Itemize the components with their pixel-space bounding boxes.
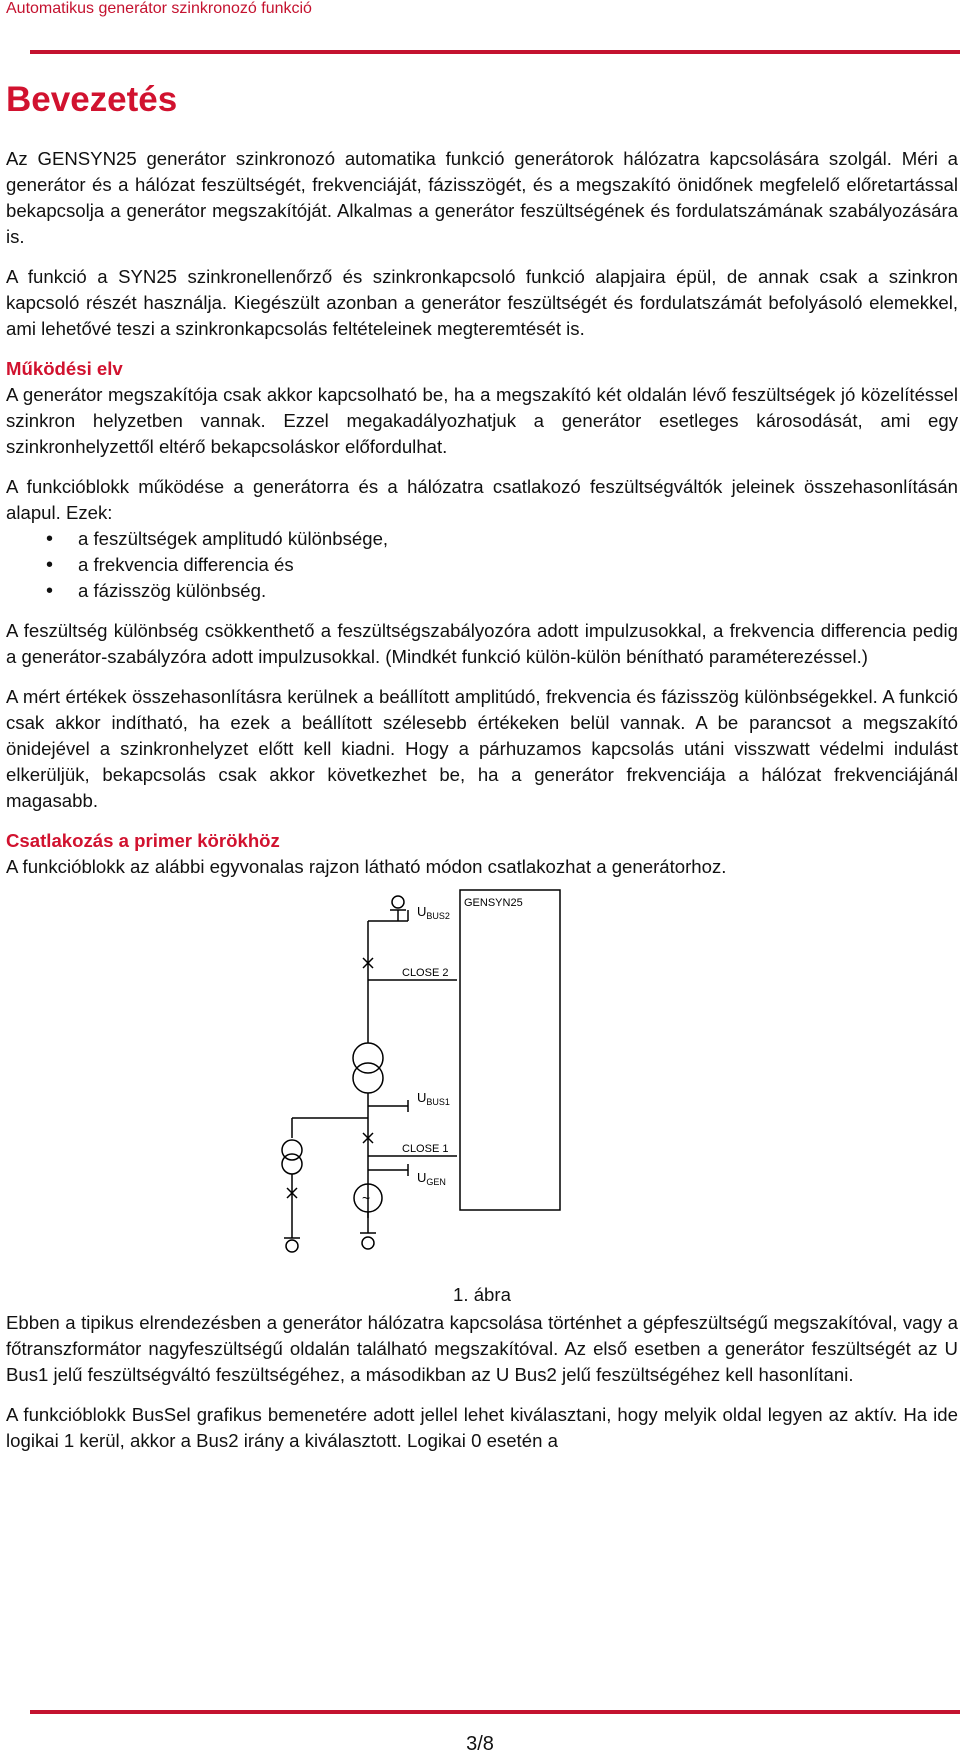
paragraph-intro-1: Az GENSYN25 generátor szinkronozó automatika funkció generátorok hálózatra kapcsolására szolgál. Méri a generátor és a hálózat feszültségét, frekvenciáját, fázisszögét, és a megszakító önidőnek megfelelő előretartással bekapcsolja a generátor megszakítóját. Alkalmas a generátor feszültségének és fordulatszámának szabályozására is. (6, 148, 958, 247)
figure-caption: 1. ábra (453, 1284, 511, 1305)
paragraph-principle-1: A generátor megszakítója csak akkor kapcsolható be, ha a megszakító két oldalán lévő feszültségek jó közelítéssel szinkron helyzetben vannak. Ezzel megakadályozhatjuk a generátor esetleges károsodását, ami egy szinkronhelyzettől eltérő bekapcsoláskor előfordulhat. (6, 384, 958, 457)
terminal-circle-bottom (362, 1237, 374, 1249)
section-title: Bevezetés (6, 80, 178, 119)
list-item: • a feszültségek amplitudó különbsége, (78, 526, 958, 552)
generator-symbol: ~ (362, 1190, 371, 1206)
running-header: Automatikus generátor szinkronozó funkció (6, 0, 312, 17)
paragraph-intro-2: A funkció a SYN25 szinkronellenőrző és szinkronkapcsoló funkció alapjaira épül, de annak csak a szinkron kapcsoló részét használja. Kiegészült azonban a generátor feszültségét és fordulatszámát befolyásoló elemekkel, ami lehetővé teszi a szinkronkapcsolás feltételeinek megteremtését is. (6, 266, 958, 339)
close1-label: CLOSE 1 (402, 1143, 449, 1155)
page-number: 3/8 (466, 1733, 494, 1755)
ugen-label: $U_{GEN}$ (417, 1170, 446, 1187)
footer-rule (30, 1710, 960, 1714)
transformer-icon (353, 1043, 383, 1073)
subtitle-mukodesi-elv: Működési elv (6, 358, 123, 379)
single-line-diagram (272, 888, 692, 1278)
gensyn25-block (460, 890, 560, 1210)
list-item: • a frekvencia differencia és (78, 552, 958, 578)
paragraph-connect: A funkcióblokk az alábbi egyvonalas rajzon látható módon csatlakozhat a generátorhoz. (6, 856, 727, 877)
close2-label: CLOSE 2 (402, 967, 449, 979)
paragraph-after-2: A funkcióblokk BusSel grafikus bemenetére adott jellel lehet kiválasztani, hogy melyik oldal legyen az aktív. Ha ide logikai 1 kerül, akkor a Bus2 irány a kiválasztott. Logikai 0 esetén a (6, 1404, 958, 1451)
ubus1-label: $U_{BUS1}$ (417, 1090, 450, 1107)
gensyn25-label: GENSYN25 (464, 897, 523, 909)
list-item: • a fázisszög különbség. (78, 578, 958, 604)
bullet-list (6, 526, 958, 604)
terminal-circle-top (392, 896, 404, 908)
header-rule (30, 50, 960, 54)
paragraph-principle-4: A mért értékek összehasonlításra kerülnek a beállított amplitúdó, frekvencia és fázisszög különbségekkel. A funkció csak akkor indítható, ha ezek a beállított szélesebb értékeken belül vannak. A be parancsot a megszakító önidejével a szinkronhelyzet előtt kell kiadni. Hogy a párhuzamos kapcsolás utáni visszwatt védelmi indulást elkerüljük, bekapcsolás csak akkor következhet be, ha a generátor frekvenciája a hálózat frekvenciájánál magasabb. (6, 686, 958, 811)
paragraph-principle-2: A funkcióblokk működése a generátorra és a hálózatra csatlakozó feszültségváltók jeleinek összehasonlításán alapul. Ezek: (6, 476, 958, 523)
ubus2-label: $U_{BUS2}$ (417, 904, 450, 921)
paragraph-after-1: Ebben a tipikus elrendezésben a generátor hálózatra kapcsolása történhet a gépfeszültségű megszakítóval, vagy a főtranszformátor nagyfeszültségű oldalán található megszakítóval. Az első esetben a generátor feszültségét az U Bus1 jelű feszültségváltó feszültségéhez, a másodikban az U Bus2 jelű feszültségéhez kell hasonlítani. (6, 1312, 958, 1385)
terminal-circle-left (286, 1240, 298, 1252)
paragraph-principle-3: A feszültség különbség csökkenthető a feszültségszabályozóra adott impulzusokkal, a frekvencia differencia pedig a generátor-szabályzóra adott impulzusokkal. (Mindkét funkció külön-külön bénítható paraméterezéssel.) (6, 620, 958, 667)
document-body (6, 146, 958, 1454)
subtitle-csatlakozas: Csatlakozás a primer körökhöz (6, 830, 280, 851)
